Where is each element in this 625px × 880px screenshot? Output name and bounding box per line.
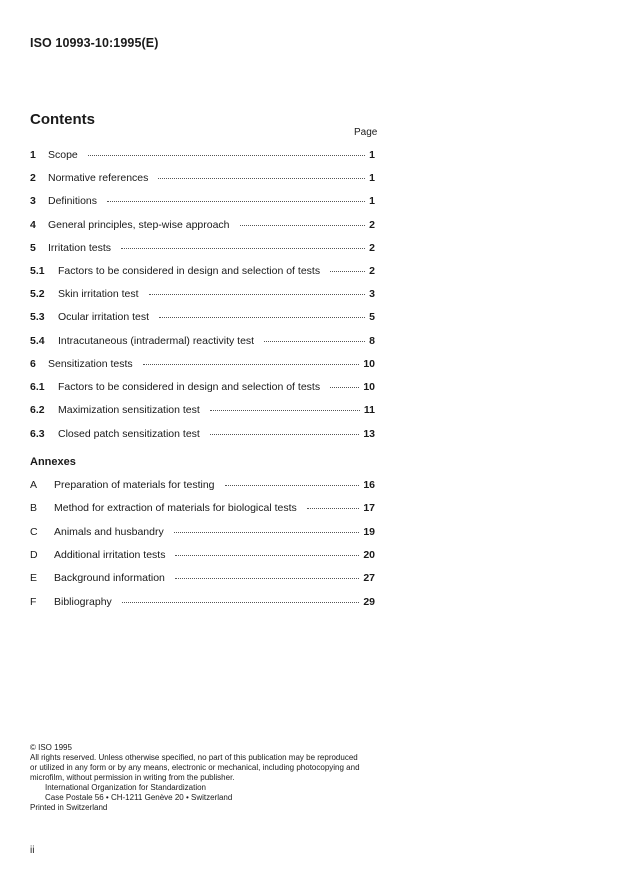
toc-page-number: 1 xyxy=(369,172,375,184)
dot-leader xyxy=(225,485,360,486)
rights-line: microfilm, without permission in writing from the publisher. xyxy=(30,773,235,782)
toc-entry[interactable] xyxy=(30,358,375,372)
annex-page-number: 16 xyxy=(363,479,375,491)
toc-section-title: Factors to be considered in design and selection of tests xyxy=(58,265,321,277)
toc-entry[interactable] xyxy=(30,242,375,256)
annex-letter: A xyxy=(30,479,38,491)
annex-title: Additional irritation tests xyxy=(54,549,166,561)
dot-leader xyxy=(175,555,359,556)
toc-page-number: 10 xyxy=(363,381,375,393)
toc-section-title: Intracutaneous (intradermal) reactivity test xyxy=(58,335,255,347)
toc-section-number: 6.2 xyxy=(30,404,45,416)
annex-entry[interactable] xyxy=(30,596,375,610)
annex-title: Method for extraction of materials for biological tests xyxy=(54,502,297,514)
annex-title: Animals and husbandry xyxy=(54,526,164,538)
toc-page-number: 5 xyxy=(369,311,375,323)
toc-page-number: 13 xyxy=(363,428,375,440)
contents-title: Contents xyxy=(30,111,95,128)
annex-entry[interactable] xyxy=(30,572,375,586)
toc-page-number: 2 xyxy=(369,219,375,231)
toc-page-number: 8 xyxy=(369,335,375,347)
toc-section-title: Factors to be considered in design and selection of tests xyxy=(58,381,321,393)
dot-leader xyxy=(264,341,365,342)
dot-leader xyxy=(175,578,359,579)
dot-leader xyxy=(159,317,365,318)
toc-entry[interactable] xyxy=(30,288,375,302)
toc-page-number: 3 xyxy=(369,288,375,300)
toc-section-title: Definitions xyxy=(48,195,98,207)
toc-entry[interactable] xyxy=(30,428,375,442)
toc-entry[interactable] xyxy=(30,149,375,163)
dot-leader xyxy=(210,434,359,435)
toc-section-number: 6.1 xyxy=(30,381,45,393)
toc-section-title: Irritation tests xyxy=(48,242,112,254)
dot-leader xyxy=(143,364,360,365)
toc-entry[interactable] xyxy=(30,219,375,233)
toc-page-number: 10 xyxy=(363,358,375,370)
annex-page-number: 19 xyxy=(363,526,375,538)
toc-entry[interactable] xyxy=(30,404,375,418)
toc-section-number: 5 xyxy=(30,242,36,254)
annex-entry[interactable] xyxy=(30,502,375,516)
annex-entry[interactable] xyxy=(30,479,375,493)
toc-section-number: 6.3 xyxy=(30,428,45,440)
dot-leader xyxy=(158,178,365,179)
toc-entry[interactable] xyxy=(30,172,375,186)
toc-section-number: 1 xyxy=(30,149,36,161)
annex-page-number: 29 xyxy=(363,596,375,608)
toc-section-title: Sensitization tests xyxy=(48,358,133,370)
dot-leader xyxy=(174,532,360,533)
rights-line: or utilized in any form or by any means, electronic or mechanical, including photocopying and xyxy=(30,763,360,772)
toc-section-number: 5.4 xyxy=(30,335,45,347)
annex-title: Bibliography xyxy=(54,596,112,608)
annex-title: Background information xyxy=(54,572,165,584)
dot-leader xyxy=(88,155,365,156)
toc-section-title: Ocular irritation test xyxy=(58,311,150,323)
annex-letter: F xyxy=(30,596,37,608)
organization-address: Case Postale 56 • CH-1211 Genève 20 • Switzerland xyxy=(45,793,233,802)
toc-section-title: General principles, step-wise approach xyxy=(48,219,230,231)
toc-page-number: 11 xyxy=(363,404,375,416)
toc-section-title: Scope xyxy=(48,149,78,161)
organization-name: International Organization for Standardization xyxy=(45,783,206,792)
annex-page-number: 20 xyxy=(363,549,375,561)
dot-leader xyxy=(122,602,360,603)
dot-leader xyxy=(107,201,365,202)
toc-section-number: 5.2 xyxy=(30,288,45,300)
annex-page-number: 17 xyxy=(363,502,375,514)
annex-entry[interactable] xyxy=(30,549,375,563)
page-column-label: Page xyxy=(354,127,378,138)
toc-page-number: 1 xyxy=(369,149,375,161)
toc-page-number: 2 xyxy=(369,265,375,277)
annex-title: Preparation of materials for testing xyxy=(54,479,215,491)
dot-leader xyxy=(330,271,365,272)
dot-leader xyxy=(121,248,365,249)
dot-leader xyxy=(149,294,366,295)
dot-leader xyxy=(210,410,360,411)
copyright-notice xyxy=(30,743,380,813)
annex-letter: B xyxy=(30,502,38,514)
toc-section-number: 5.1 xyxy=(30,265,45,277)
printed-in: Printed in Switzerland xyxy=(30,803,108,812)
toc-entry[interactable] xyxy=(30,311,375,325)
toc-entry[interactable] xyxy=(30,265,375,279)
annexes-heading: Annexes xyxy=(30,456,76,468)
toc-entry[interactable] xyxy=(30,195,375,209)
annex-letter: E xyxy=(30,572,38,584)
rights-line: All rights reserved. Unless otherwise specified, no part of this publication may be reproduced xyxy=(30,753,358,762)
dot-leader xyxy=(240,225,366,226)
copyright-symbol-line: © ISO 1995 xyxy=(30,743,72,752)
toc-section-number: 3 xyxy=(30,195,36,207)
page-number: ii xyxy=(30,845,35,856)
toc-section-title: Normative references xyxy=(48,172,149,184)
toc-entry[interactable] xyxy=(30,381,375,395)
dot-leader xyxy=(330,387,359,388)
annex-entry[interactable] xyxy=(30,526,375,540)
toc-section-number: 4 xyxy=(30,219,36,231)
dot-leader xyxy=(307,508,360,509)
toc-section-number: 6 xyxy=(30,358,36,370)
toc-section-title: Skin irritation test xyxy=(58,288,139,300)
annex-letter: D xyxy=(30,549,38,561)
toc-section-title: Maximization sensitization test xyxy=(58,404,200,416)
annex-letter: C xyxy=(30,526,38,538)
toc-section-title: Closed patch sensitization test xyxy=(58,428,200,440)
toc-page-number: 2 xyxy=(369,242,375,254)
toc-entry[interactable] xyxy=(30,335,375,349)
toc-page-number: 1 xyxy=(369,195,375,207)
toc-section-number: 2 xyxy=(30,172,36,184)
document-code: ISO 10993-10:1995(E) xyxy=(30,36,159,50)
annex-page-number: 27 xyxy=(363,572,375,584)
toc-section-number: 5.3 xyxy=(30,311,45,323)
